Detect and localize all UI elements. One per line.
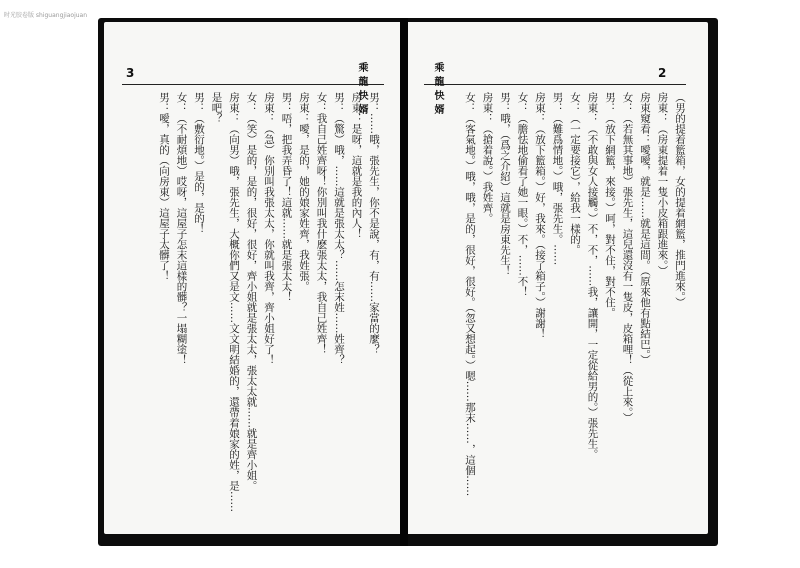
- dialogue-column: [424, 92, 688, 522]
- dialogue-line: 男：哦，（爲之介紹）這就是房東先生！: [499, 92, 511, 276]
- dialogue-line: 女：（笑）是的，是的，很好，很好，齊小姐就是張太太，張太太就……就是齊小姐。: [245, 92, 258, 491]
- book-gutter: [400, 18, 408, 546]
- dialogue-line: 房東：（搶着說。）我姓齊。: [481, 92, 494, 224]
- dialogue-column: [118, 92, 382, 522]
- left-page: [104, 22, 400, 534]
- dialogue-line: 房東窺看：噯噯，就是……就是這間。（原來他有點結巴。）: [639, 92, 651, 365]
- dialogue-line: 房東：（房東提着一隻小皮箱跟進來。）: [656, 92, 669, 276]
- dialogue-line: 男：噯，真的（向房東）這屋子太髒了！: [158, 92, 170, 281]
- dialogue-line: 房東：（不敢與女人接觸。）不，不，……我，讓開，一定從給男的。）張先生。: [586, 92, 599, 460]
- dialogue-line: 房東：（向男）哦，張先生，大概你們又是文……文文明結婚的，還帶着娘家的姓，是……是吧？: [210, 92, 240, 512]
- dialogue-line: 房東：（放下籃箱。）好，我來。（接了箱子。）謝謝！: [534, 92, 546, 339]
- page-number: 2: [658, 66, 667, 80]
- dialogue-line: （男的提着籃箱，女的提着網籃，推門進來。）: [674, 92, 686, 308]
- dialogue-line: 男：（敷衍地。）是的，是的！: [193, 92, 205, 234]
- dialogue-line: 男：唔，把我弄昏了！這就……就是張太太！: [280, 92, 293, 302]
- dialogue-line: 男：（驚）哦，……這就是張太太？……怎末姓……姓齊？: [333, 92, 345, 365]
- running-title: 乘龍快婿: [356, 62, 367, 118]
- dialogue-line: 房東：噯，是的，她的娘家姓齊，我姓張。: [298, 92, 310, 292]
- dialogue-line: 女：（一定要接它），給我一樣的。: [569, 92, 581, 255]
- dialogue-line: 男：……哦，張先生，你不是說，有，有……家當的麼？: [368, 92, 380, 355]
- header-rule: [424, 84, 686, 85]
- dialogue-line: 房東：（急）你別叫我張太太，你就叫我齊，齊小姐好了！: [263, 92, 275, 365]
- page-number: 3: [126, 66, 135, 80]
- right-page: [408, 22, 708, 534]
- running-title: 乘龍快婿: [432, 62, 443, 118]
- dialogue-line: 女：（不耐煩地）哎呀，這屋子怎末這樣的髒？一塌糊塗！: [175, 92, 188, 365]
- dialogue-line: 女：（膽怯地偷看了她一眼。）不，……不！: [516, 92, 529, 297]
- dialogue-line: 女：我自己姓齊呀！你別叫我什麽張太太，我自己姓齊！: [315, 92, 328, 355]
- dialogue-line: 房東：是呀，這就是我的內人！: [350, 92, 363, 239]
- dialogue-line: 男：（放下網籃，來接。）呵，對不住，對不住。: [604, 92, 616, 318]
- header-rule: [122, 84, 384, 85]
- dialogue-line: 女：（若無其事地）張先生，這兒還沒有一隻皮，皮箱哩！（從上來。）: [621, 92, 634, 423]
- dialogue-line: 女：（客氣地。）哦，哦，是的，很好，很好。（忽又想起。）嗯……那末……，這個……: [464, 92, 476, 497]
- watermark-text: 时光胶卷版 shiguangjiaojuan: [4, 12, 88, 19]
- dialogue-line: 男：（難爲情地。）哦，張先生。……: [551, 92, 564, 266]
- book-spread: [98, 18, 718, 546]
